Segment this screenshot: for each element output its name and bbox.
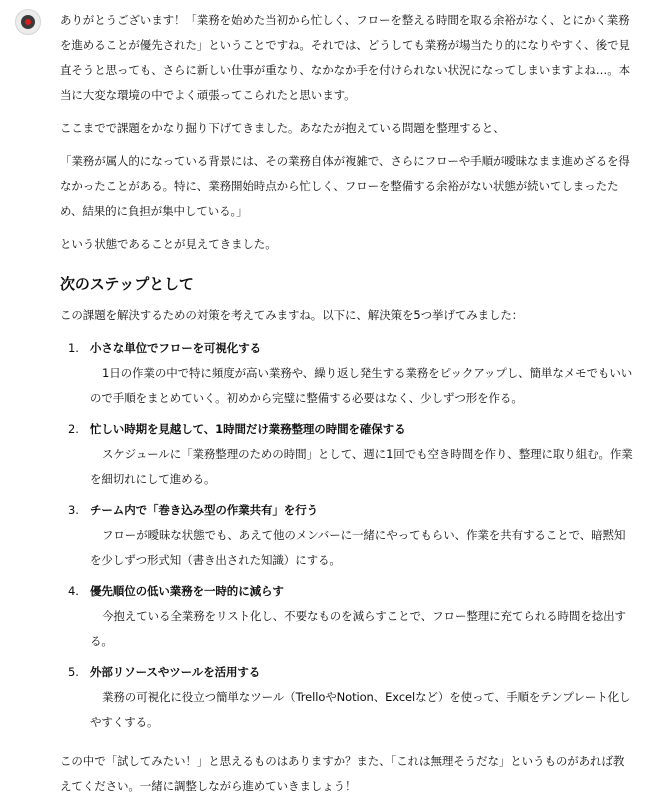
solution-list bbox=[60, 336, 635, 735]
intro-paragraph: ありがとうございます！「業務を始めた当初から忙しく、フローを整える時間を取る余裕がなく、とにかく業務を進めることが優先された」ということですね。それでは、どうしても業務が場当たり的になりやすく、後で見直そうと思っても、さらに新しい仕事が重なり、なかなか手を付けられない状況になってしまいますよね…。本当に大変な環境の中でよく頑張ってこられたと思います。 bbox=[60, 13, 630, 102]
step-title: 小さな単位でフローを可視化する bbox=[90, 341, 261, 355]
avatar-ring bbox=[21, 15, 35, 29]
step-number: 1. bbox=[68, 341, 79, 355]
step-number: 5. bbox=[68, 665, 79, 679]
step-number: 4. bbox=[68, 584, 79, 598]
summary-quote: 「業務が属人的になっている背景には、その業務自体が複雑で、さらにフローや手順が曖昧なまま進めざるを得なかったことがある。特に、業務開始時点から忙しく、フローを整備する余裕がない状態が続いてしまったため、結果的に負担が集中している。」 bbox=[60, 154, 630, 218]
step-number: 3. bbox=[68, 503, 79, 517]
list-item bbox=[60, 498, 635, 573]
step-description: 今抱えている全業務をリスト化し、不要なものを減らすことで、フロー整理に充てられる時間を捻出する。 bbox=[90, 609, 626, 648]
step-title: 優先順位の低い業務を一時的に減らす bbox=[90, 584, 284, 598]
step-description: スケジュールに「業務整理のための時間」として、週に1回でも空き時間を作り、整理に取り組む。作業を細切れにして進める。 bbox=[90, 447, 633, 486]
avatar-dot bbox=[25, 19, 31, 25]
assistant-message bbox=[60, 8, 635, 807]
summary-lead: ここまでで課題をかなり掘り下げてきました。あなたが抱えている問題を整理すると、 bbox=[60, 121, 505, 135]
closing-paragraph: この中で「試してみたい！」と思えるものはありますか？また、「これは無理そうだな」というものがあれば教えてください。一緒に調整しながら進めていきましょう！ bbox=[60, 754, 625, 793]
next-steps-intro: この課題を解決するための対策を考えてみますね。以下に、解決策を5つ挙げてみました： bbox=[60, 308, 524, 322]
list-item bbox=[60, 579, 635, 654]
list-item bbox=[60, 417, 635, 492]
step-description: フローが曖昧な状態でも、あえて他のメンバーに一緒にやってもらい、作業を共有することで、暗黙知を少しずつ形式知（書き出された知識）にする。 bbox=[90, 528, 626, 567]
step-title: 外部リソースやツールを活用する bbox=[90, 665, 261, 679]
next-steps-heading: 次のステップとして bbox=[60, 275, 194, 293]
summary-tail: という状態であることが見えてきました。 bbox=[60, 237, 277, 251]
step-title: 忙しい時期を見越して、1時間だけ業務整理の時間を確保する bbox=[90, 422, 406, 436]
step-description: 1日の作業の中で特に頻度が高い業務や、繰り返し発生する業務をピックアップし、簡単なメモでもいいので手順をまとめていく。初めから完璧に整備する必要はなく、少しずつ形を作る。 bbox=[90, 366, 633, 405]
step-number: 2. bbox=[68, 422, 79, 436]
list-item bbox=[60, 660, 635, 735]
list-item bbox=[60, 336, 635, 411]
assistant-avatar-icon bbox=[15, 9, 41, 35]
step-title: チーム内で「巻き込み型の作業共有」を行う bbox=[90, 503, 318, 517]
step-description: 業務の可視化に役立つ簡単なツール（TrelloやNotion、Excelなど）を使って、手順をテンプレート化しやすくする。 bbox=[90, 690, 631, 729]
